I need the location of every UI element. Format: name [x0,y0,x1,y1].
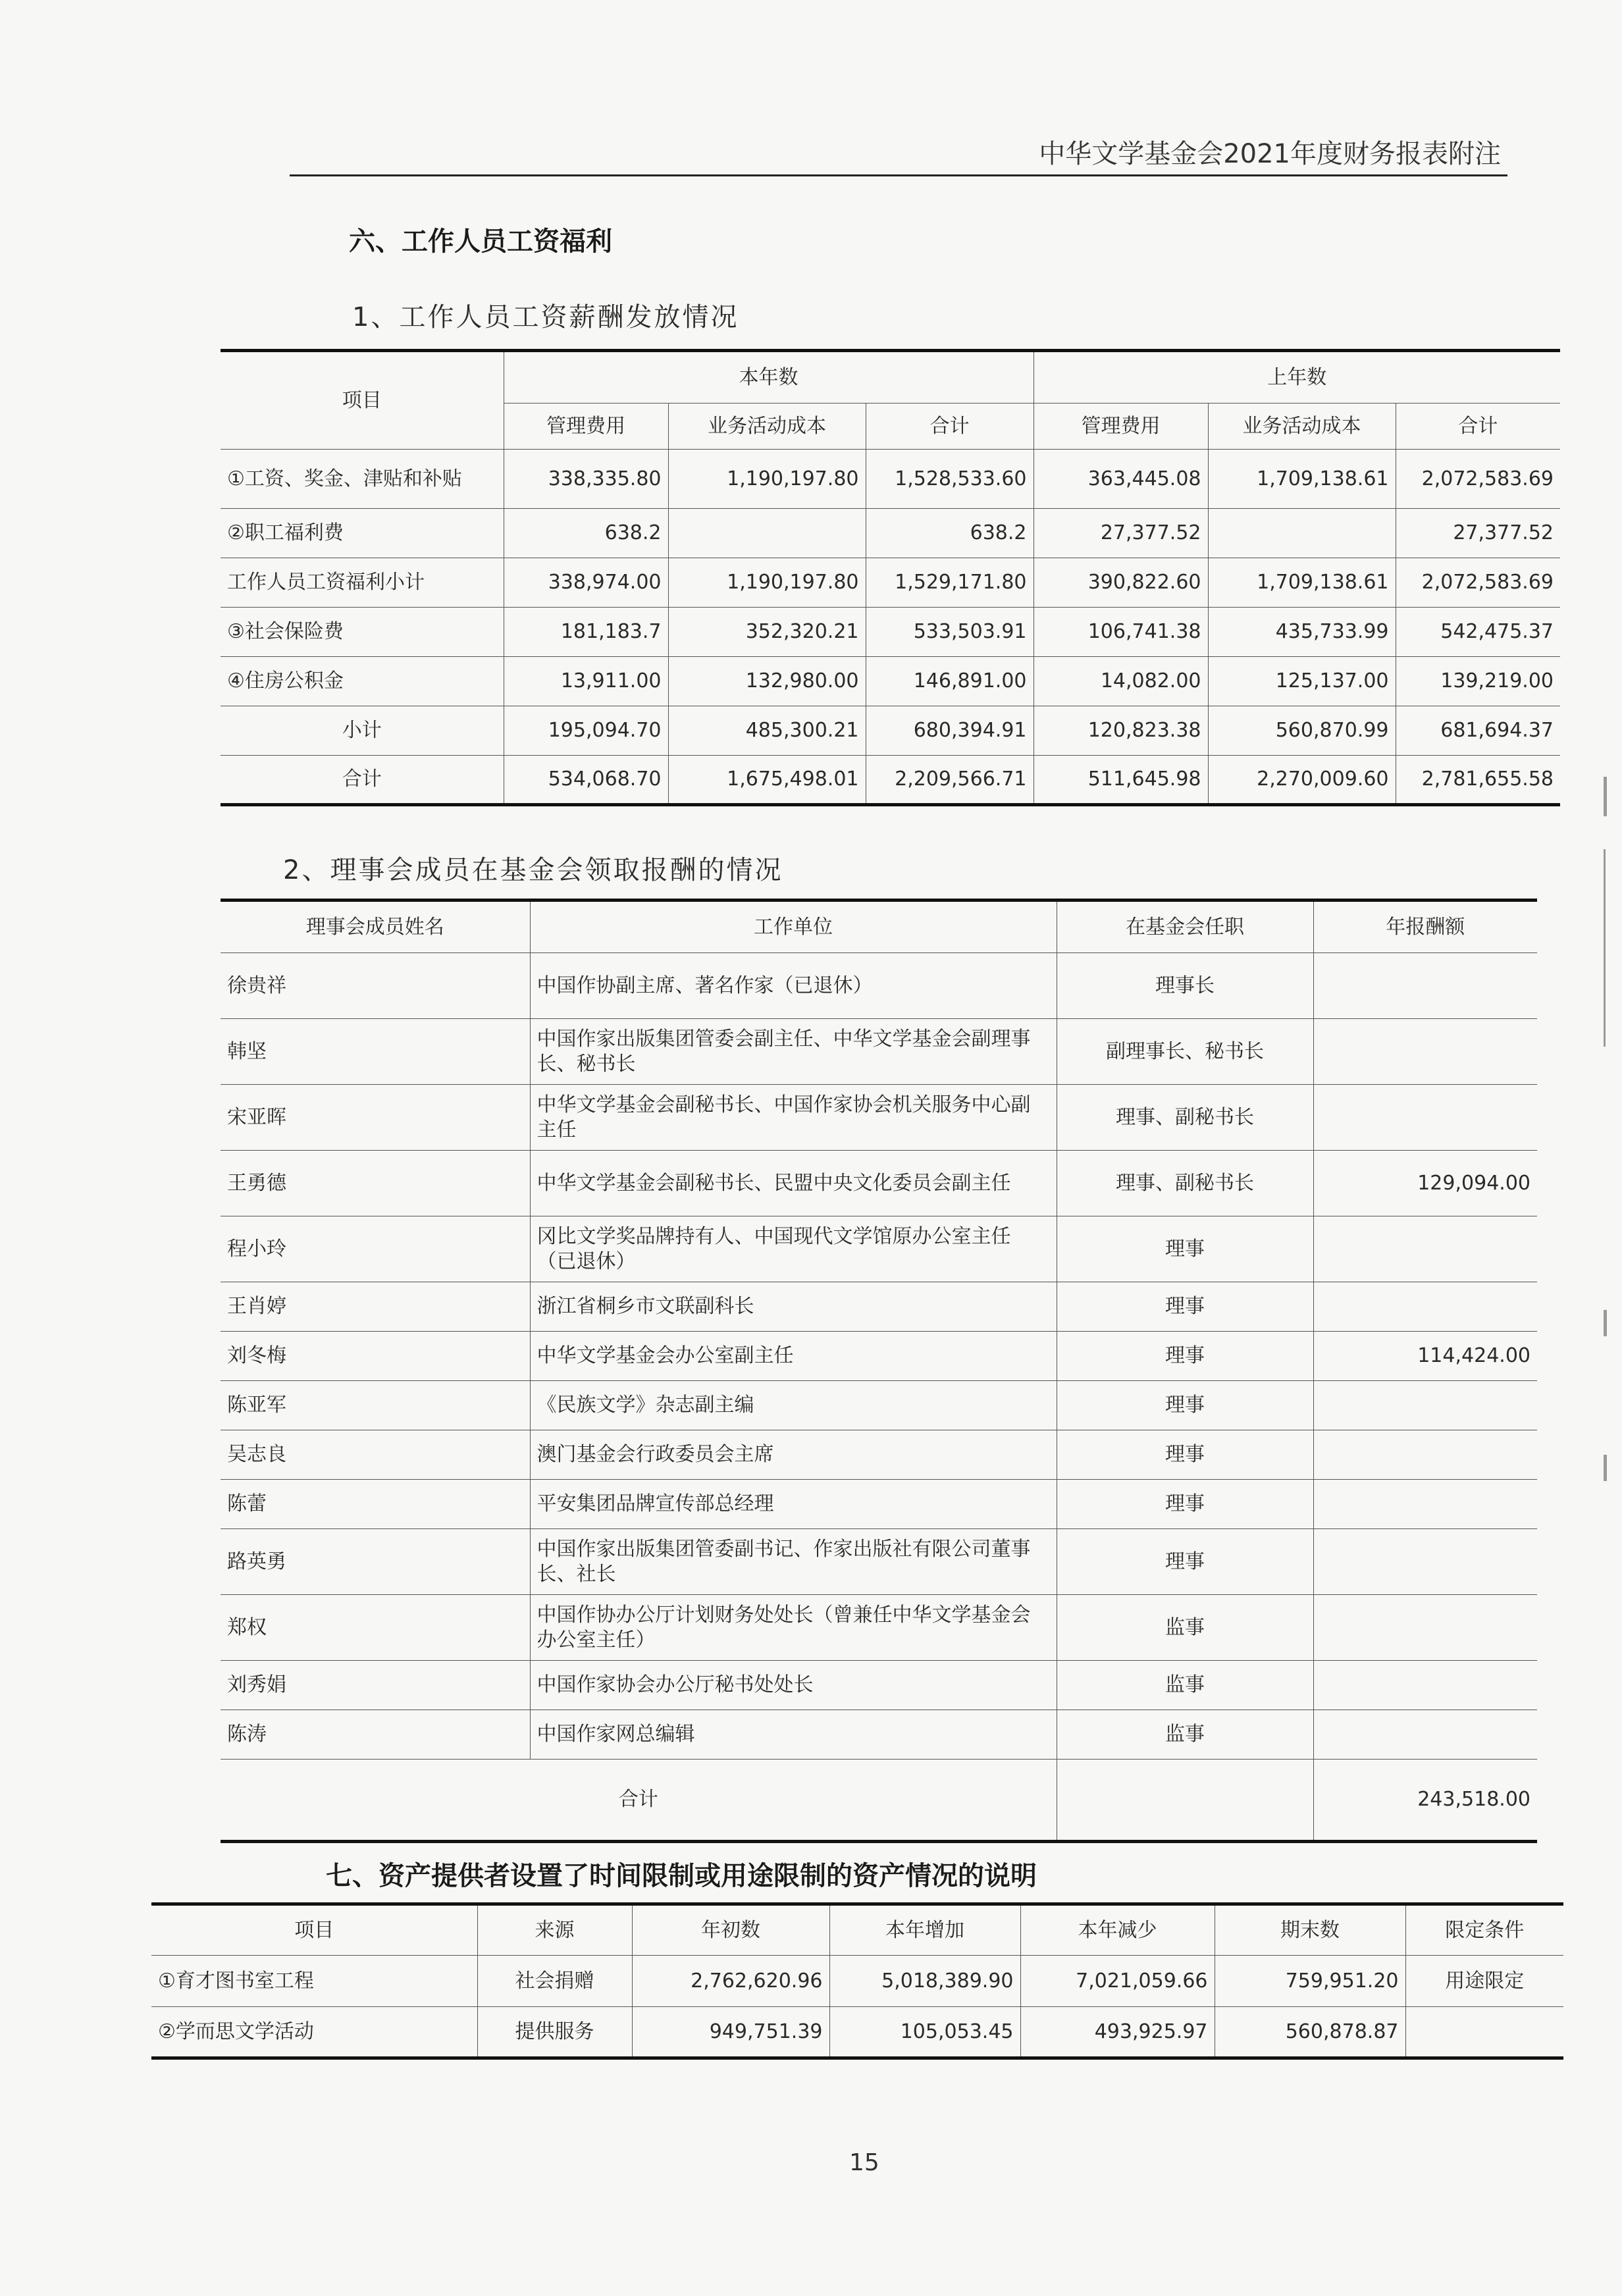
section-7-title: 七、资产提供者设置了时间限制或用途限制的资产情况的说明 [326,1861,1037,1891]
member-pay [1313,1381,1537,1430]
table-row [221,1430,1537,1480]
restricted-assets-table [151,1902,1563,2060]
member-role: 监事 [1057,1710,1313,1760]
cell: 106,741.38 [1033,608,1208,657]
row-label: ④住房公积金 [221,657,504,706]
member-name: 宋亚晖 [221,1085,530,1151]
cell: 680,394.91 [866,706,1033,756]
table-row [221,608,1560,657]
member-role: 理事 [1057,1480,1313,1529]
group-header-current-year: 本年数 [504,351,1033,404]
member-pay [1313,953,1537,1019]
cell: 2,209,566.71 [866,756,1033,805]
cell: 1,675,498.01 [668,756,866,805]
table-total-row [221,1760,1537,1842]
member-unit: 中国作家出版集团管委副书记、作家出版社有限公司董事长、社长 [530,1529,1057,1595]
member-role: 理事 [1057,1282,1313,1332]
cell: 638.2 [866,509,1033,558]
cell: 14,082.00 [1033,657,1208,706]
cell: 2,072,583.69 [1396,450,1560,509]
member-unit: 澳门基金会行政委员会主席 [530,1430,1057,1480]
subsection-2-title: 2、理事会成员在基金会领取报酬的情况 [283,855,783,885]
table-row [221,1381,1537,1430]
member-name: 程小玲 [221,1216,530,1282]
cell: 352,320.21 [668,608,866,657]
total-label: 合计 [221,1760,1057,1842]
cell: 363,445.08 [1033,450,1208,509]
cell: 485,300.21 [668,706,866,756]
cell: 949,751.39 [632,2007,829,2058]
cell: 1,529,171.80 [866,558,1033,608]
cell: 338,974.00 [504,558,668,608]
member-pay [1313,1661,1537,1710]
subsection-1-title: 1、工作人员工资薪酬发放情况 [352,302,739,332]
cell: 338,335.80 [504,450,668,509]
table-row [221,1019,1537,1085]
cell: 7,021,059.66 [1020,1956,1215,2007]
member-unit: 中华文学基金会办公室副主任 [530,1332,1057,1381]
member-name: 郑权 [221,1595,530,1661]
cell: 181,183.7 [504,608,668,657]
col-header-closing: 期末数 [1215,1904,1405,1956]
cell: 用途限定 [1405,1956,1563,2007]
cell: 511,645.98 [1033,756,1208,805]
section-6-title: 六、工作人员工资福利 [349,226,612,257]
cell: 120,823.38 [1033,706,1208,756]
cell: 542,475.37 [1396,608,1560,657]
col-header-source: 来源 [477,1904,632,1956]
cell: 提供服务 [477,2007,632,2058]
cell: 139,219.00 [1396,657,1560,706]
col-header-increase: 本年增加 [829,1904,1020,1956]
member-pay [1313,1480,1537,1529]
cell: 2,270,009.60 [1208,756,1396,805]
table-row [221,509,1560,558]
member-unit: 中国作家出版集团管委会副主任、中华文学基金会副理事长、秘书长 [530,1019,1057,1085]
col-header-decrease: 本年减少 [1020,1904,1215,1956]
table-row [221,1529,1537,1595]
member-pay [1313,1282,1537,1332]
member-role: 副理事长、秘书长 [1057,1019,1313,1085]
member-role: 理事 [1057,1430,1313,1480]
cell: 5,018,389.90 [829,1956,1020,2007]
cell: 759,951.20 [1215,1956,1405,2007]
cell [1405,2007,1563,2058]
member-pay [1313,1710,1537,1760]
cell: 2,781,655.58 [1396,756,1560,805]
member-role: 监事 [1057,1595,1313,1661]
cell: 27,377.52 [1033,509,1208,558]
row-label: 小计 [221,706,504,756]
cell: 146,891.00 [866,657,1033,706]
member-pay: 129,094.00 [1313,1151,1537,1216]
scan-edge-mark [1604,1310,1607,1336]
col-header-opening: 年初数 [632,1904,829,1956]
col-header-name: 理事会成员姓名 [221,900,530,953]
table-row [151,2007,1563,2058]
cell: 1,190,197.80 [668,558,866,608]
member-pay [1313,1216,1537,1282]
member-role: 理事长 [1057,953,1313,1019]
table-row [221,1151,1537,1216]
member-pay [1313,1430,1537,1480]
member-name: 吴志良 [221,1430,530,1480]
cell: 533,503.91 [866,608,1033,657]
member-role: 理事 [1057,1381,1313,1430]
col-header-role: 在基金会任职 [1057,900,1313,953]
table-row [221,450,1560,509]
table-row [221,1710,1537,1760]
cell: 125,137.00 [1208,657,1396,706]
header-title: 中华文学基金会2021年度财务报表附注 [1039,139,1501,169]
row-label: 工作人员工资福利小计 [221,558,504,608]
cell: 493,925.97 [1020,2007,1215,2058]
table-row [221,1661,1537,1710]
member-unit: 中华文学基金会副秘书长、中国作家协会机关服务中心副主任 [530,1085,1057,1151]
member-unit: 浙江省桐乡市文联副科长 [530,1282,1057,1332]
board-remuneration-table [221,899,1537,1843]
scan-edge-mark [1604,1455,1607,1481]
member-pay [1313,1019,1537,1085]
cell: 681,694.37 [1396,706,1560,756]
member-pay: 114,424.00 [1313,1332,1537,1381]
table-row [151,1956,1563,2007]
cell: 1,528,533.60 [866,450,1033,509]
cell: ①育才图书室工程 [151,1956,477,2007]
table-row [221,558,1560,608]
row-label: ①工资、奖金、津贴和补贴 [221,450,504,509]
salary-table [221,349,1560,806]
member-unit: 中国作家网总编辑 [530,1710,1057,1760]
member-name: 刘冬梅 [221,1332,530,1381]
cell: 638.2 [504,509,668,558]
col-header-mgmt-prior: 管理费用 [1033,404,1208,450]
col-header-restriction: 限定条件 [1405,1904,1563,1956]
table-row [221,1216,1537,1282]
member-name: 徐贵祥 [221,953,530,1019]
member-pay [1313,1595,1537,1661]
member-unit: 中国作家协会办公厅秘书处处长 [530,1661,1057,1710]
row-label: ②职工福利费 [221,509,504,558]
table-row [221,1085,1537,1151]
member-unit: 中华文学基金会副秘书长、民盟中央文化委员会副主任 [530,1151,1057,1216]
table-row [221,1332,1537,1381]
table-row [221,756,1560,805]
table-row [221,1595,1537,1661]
table-row [221,657,1560,706]
cell: 社会捐赠 [477,1956,632,2007]
table-row [221,706,1560,756]
col-header-total-prior: 合计 [1396,404,1560,450]
cell: 13,911.00 [504,657,668,706]
member-name: 路英勇 [221,1529,530,1595]
member-role: 理事 [1057,1216,1313,1282]
cell: 195,094.70 [504,706,668,756]
member-unit: 《民族文学》杂志副主编 [530,1381,1057,1430]
scan-edge-mark [1604,849,1606,1047]
row-label: ③社会保险费 [221,608,504,657]
cell: 560,870.99 [1208,706,1396,756]
total-value: 243,518.00 [1313,1760,1537,1842]
cell: 1,190,197.80 [668,450,866,509]
cell: 1,709,138.61 [1208,450,1396,509]
cell: 1,709,138.61 [1208,558,1396,608]
group-header-prior-year: 上年数 [1033,351,1560,404]
member-name: 韩坚 [221,1019,530,1085]
member-name: 陈亚军 [221,1381,530,1430]
table-row [221,1480,1537,1529]
cell [1208,509,1396,558]
member-name: 王肖婷 [221,1282,530,1332]
cell: 534,068.70 [504,756,668,805]
cell: 105,053.45 [829,2007,1020,2058]
row-label: 合计 [221,756,504,805]
col-header-biz-current: 业务活动成本 [668,404,866,450]
member-role: 理事 [1057,1529,1313,1595]
member-role: 理事、副秘书长 [1057,1151,1313,1216]
col-header-item: 项目 [221,351,504,450]
member-name: 刘秀娟 [221,1661,530,1710]
member-unit: 冈比文学奖品牌持有人、中国现代文学馆原办公室主任（已退休） [530,1216,1057,1282]
col-header-pay: 年报酬额 [1313,900,1537,953]
table-row [221,1282,1537,1332]
page-header [290,128,1507,176]
cell: 2,762,620.96 [632,1956,829,2007]
member-unit: 中国作协办公厅计划财务处处长（曾兼任中华文学基金会办公室主任） [530,1595,1057,1661]
member-name: 陈涛 [221,1710,530,1760]
cell: 132,980.00 [668,657,866,706]
member-role: 理事、副秘书长 [1057,1085,1313,1151]
scan-edge-mark [1604,777,1607,816]
cell: 2,072,583.69 [1396,558,1560,608]
member-name: 陈蕾 [221,1480,530,1529]
cell [668,509,866,558]
col-header-mgmt-current: 管理费用 [504,404,668,450]
member-unit: 平安集团品牌宣传部总经理 [530,1480,1057,1529]
col-header-total-current: 合计 [866,404,1033,450]
col-header-biz-prior: 业务活动成本 [1208,404,1396,450]
col-header-item: 项目 [151,1904,477,1956]
member-role: 监事 [1057,1661,1313,1710]
member-pay [1313,1529,1537,1595]
cell: ②学而思文学活动 [151,2007,477,2058]
cell: 390,822.60 [1033,558,1208,608]
member-pay [1313,1085,1537,1151]
member-role: 理事 [1057,1332,1313,1381]
col-header-unit: 工作单位 [530,900,1057,953]
cell: 560,878.87 [1215,2007,1405,2058]
table-row [221,953,1537,1019]
member-unit: 中国作协副主席、著名作家（已退休） [530,953,1057,1019]
page-number: 15 [849,2149,879,2176]
total-empty-cell [1057,1760,1313,1842]
cell: 435,733.99 [1208,608,1396,657]
member-name: 王勇德 [221,1151,530,1216]
cell: 27,377.52 [1396,509,1560,558]
